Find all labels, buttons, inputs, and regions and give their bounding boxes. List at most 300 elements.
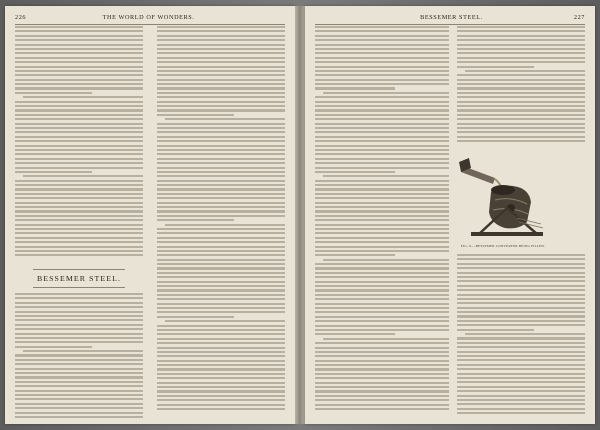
text-line bbox=[315, 281, 449, 283]
text-line bbox=[15, 136, 143, 138]
text-line bbox=[157, 167, 285, 169]
text-line bbox=[157, 197, 285, 199]
text-line bbox=[457, 307, 585, 309]
text-line bbox=[315, 364, 449, 366]
text-line bbox=[457, 52, 585, 54]
text-line bbox=[157, 382, 285, 384]
text-line bbox=[315, 386, 449, 388]
text-line bbox=[15, 376, 143, 378]
text-line bbox=[157, 92, 285, 94]
text-line bbox=[15, 385, 143, 387]
text-line bbox=[457, 368, 585, 370]
text-line bbox=[157, 153, 285, 155]
text-line bbox=[465, 70, 585, 72]
text-line bbox=[157, 307, 285, 309]
text-line bbox=[157, 48, 285, 50]
text-line bbox=[457, 412, 585, 414]
text-line bbox=[15, 131, 143, 133]
text-line bbox=[315, 382, 449, 384]
text-line bbox=[457, 258, 585, 260]
text-line bbox=[457, 403, 585, 405]
text-line bbox=[15, 372, 143, 374]
text-line bbox=[457, 355, 585, 357]
text-line bbox=[15, 30, 143, 32]
text-line bbox=[315, 171, 395, 173]
text-line bbox=[15, 61, 143, 63]
text-line bbox=[315, 408, 449, 410]
text-line bbox=[315, 188, 449, 190]
text-line bbox=[15, 48, 143, 50]
text-line bbox=[157, 109, 285, 111]
text-line bbox=[315, 263, 449, 265]
text-line bbox=[315, 48, 449, 50]
text-line bbox=[315, 224, 449, 226]
text-line bbox=[15, 328, 143, 330]
text-line bbox=[457, 44, 585, 46]
text-line bbox=[15, 79, 143, 81]
section-rule-bottom bbox=[33, 287, 125, 288]
text-line bbox=[157, 325, 285, 327]
text-line bbox=[15, 346, 92, 348]
text-line bbox=[457, 26, 585, 28]
text-line bbox=[157, 364, 285, 366]
text-line bbox=[457, 377, 585, 379]
text-line bbox=[315, 184, 449, 186]
text-line bbox=[157, 188, 285, 190]
text-line bbox=[315, 294, 449, 296]
text-line bbox=[157, 228, 285, 230]
text-line bbox=[157, 316, 234, 318]
text-line bbox=[15, 149, 143, 151]
text-line bbox=[15, 158, 143, 160]
right-column-2-lower bbox=[457, 254, 585, 416]
section-title: BESSEMER STEEL. bbox=[36, 274, 122, 283]
text-line bbox=[315, 79, 449, 81]
text-line bbox=[15, 333, 143, 335]
text-line bbox=[15, 180, 143, 182]
text-line bbox=[157, 254, 285, 256]
text-line bbox=[457, 96, 585, 98]
text-line bbox=[315, 232, 449, 234]
text-line bbox=[15, 153, 143, 155]
text-line bbox=[15, 368, 143, 370]
text-line bbox=[315, 355, 449, 357]
text-line bbox=[157, 285, 285, 287]
text-line bbox=[315, 399, 449, 401]
text-line bbox=[15, 87, 143, 89]
text-line bbox=[315, 39, 449, 41]
text-line bbox=[15, 83, 143, 85]
text-line bbox=[315, 219, 449, 221]
text-line bbox=[315, 96, 449, 98]
text-line bbox=[315, 70, 449, 72]
text-line bbox=[15, 197, 143, 199]
text-line bbox=[157, 96, 285, 98]
text-line bbox=[315, 109, 449, 111]
text-line bbox=[457, 87, 585, 89]
text-line bbox=[457, 346, 585, 348]
text-line bbox=[315, 153, 449, 155]
text-line bbox=[157, 399, 285, 401]
text-line bbox=[15, 52, 143, 54]
left-column-1-lower bbox=[15, 293, 143, 420]
text-line bbox=[157, 202, 285, 204]
text-line bbox=[315, 206, 449, 208]
text-line bbox=[315, 311, 449, 313]
text-line bbox=[315, 237, 449, 239]
text-line bbox=[157, 298, 285, 300]
text-line bbox=[157, 158, 285, 160]
text-line bbox=[457, 74, 585, 76]
text-line bbox=[15, 92, 92, 94]
text-line bbox=[315, 377, 449, 379]
left-column-1 bbox=[15, 26, 143, 259]
text-line bbox=[157, 267, 285, 269]
text-line bbox=[15, 224, 143, 226]
text-line bbox=[457, 408, 585, 410]
text-line bbox=[315, 347, 449, 349]
text-line bbox=[315, 390, 449, 392]
text-line bbox=[157, 294, 285, 296]
text-line bbox=[457, 109, 585, 111]
text-line bbox=[157, 338, 285, 340]
text-line bbox=[457, 267, 585, 269]
text-line bbox=[457, 298, 585, 300]
text-line bbox=[457, 35, 585, 37]
text-line bbox=[165, 320, 285, 322]
text-line bbox=[157, 39, 285, 41]
text-line bbox=[15, 302, 143, 304]
text-line bbox=[157, 30, 285, 32]
text-line bbox=[315, 158, 449, 160]
text-line bbox=[157, 263, 285, 265]
book-gutter bbox=[295, 6, 305, 424]
text-line bbox=[165, 118, 285, 120]
text-line bbox=[315, 101, 449, 103]
text-line bbox=[457, 285, 585, 287]
text-line bbox=[457, 381, 585, 383]
left-column-2 bbox=[157, 26, 285, 412]
text-line bbox=[157, 145, 285, 147]
text-line bbox=[315, 136, 449, 138]
text-line bbox=[157, 272, 285, 274]
text-line bbox=[15, 167, 143, 169]
text-line bbox=[457, 30, 585, 32]
text-line bbox=[23, 175, 143, 177]
text-line bbox=[15, 127, 143, 129]
text-line bbox=[15, 381, 143, 383]
text-line bbox=[23, 96, 143, 98]
text-line bbox=[457, 373, 585, 375]
text-line bbox=[157, 250, 285, 252]
text-line bbox=[15, 57, 143, 59]
text-line bbox=[457, 131, 585, 133]
text-line bbox=[323, 175, 449, 177]
text-line bbox=[15, 219, 143, 221]
text-line bbox=[457, 337, 585, 339]
text-line bbox=[157, 52, 285, 54]
text-line bbox=[315, 368, 449, 370]
text-line bbox=[15, 359, 143, 361]
text-line bbox=[315, 167, 449, 169]
text-line bbox=[315, 329, 449, 331]
section-rule-top bbox=[33, 269, 125, 270]
text-line bbox=[15, 241, 143, 243]
text-line bbox=[15, 109, 143, 111]
text-line bbox=[457, 79, 585, 81]
text-line bbox=[157, 35, 285, 37]
text-line bbox=[15, 206, 143, 208]
text-line bbox=[157, 66, 285, 68]
text-line bbox=[15, 210, 143, 212]
text-line bbox=[457, 123, 585, 125]
text-line bbox=[457, 48, 585, 50]
text-line bbox=[15, 118, 143, 120]
text-line bbox=[157, 206, 285, 208]
text-line bbox=[15, 319, 143, 321]
right-page bbox=[305, 6, 595, 424]
text-line bbox=[315, 131, 449, 133]
text-line bbox=[15, 390, 143, 392]
text-line bbox=[315, 246, 449, 248]
text-line bbox=[457, 351, 585, 353]
text-line bbox=[157, 87, 285, 89]
text-line bbox=[157, 342, 285, 344]
text-line bbox=[315, 127, 449, 129]
text-line bbox=[457, 61, 585, 63]
text-line bbox=[157, 57, 285, 59]
text-line bbox=[315, 87, 395, 89]
text-line bbox=[457, 294, 585, 296]
text-line bbox=[15, 416, 143, 418]
text-line bbox=[15, 394, 143, 396]
right-running-head: BESSEMER STEEL. bbox=[420, 13, 483, 21]
text-line bbox=[15, 324, 143, 326]
text-line bbox=[15, 202, 143, 204]
text-line bbox=[15, 412, 143, 414]
text-line bbox=[157, 83, 285, 85]
text-line bbox=[323, 338, 449, 340]
text-line bbox=[157, 355, 285, 357]
text-line bbox=[157, 232, 285, 234]
text-line bbox=[457, 315, 585, 317]
text-line bbox=[315, 333, 395, 335]
text-line bbox=[15, 354, 143, 356]
text-line bbox=[457, 114, 585, 116]
text-line bbox=[457, 359, 585, 361]
text-line bbox=[457, 272, 585, 274]
text-line bbox=[157, 360, 285, 362]
text-line bbox=[457, 364, 585, 366]
text-line bbox=[15, 44, 143, 46]
text-line bbox=[457, 140, 585, 142]
left-running-header bbox=[15, 12, 285, 22]
text-line bbox=[457, 302, 585, 304]
text-line bbox=[157, 395, 285, 397]
text-line bbox=[315, 228, 449, 230]
text-line bbox=[315, 74, 449, 76]
text-line bbox=[157, 61, 285, 63]
text-line bbox=[165, 224, 285, 226]
text-line bbox=[157, 368, 285, 370]
text-line bbox=[315, 298, 449, 300]
text-line bbox=[315, 250, 449, 252]
text-line bbox=[157, 180, 285, 182]
text-line bbox=[315, 351, 449, 353]
text-line bbox=[15, 105, 143, 107]
text-line bbox=[157, 351, 285, 353]
text-line bbox=[15, 403, 143, 405]
text-line bbox=[323, 259, 449, 261]
text-line bbox=[315, 320, 449, 322]
text-line bbox=[315, 162, 449, 164]
text-line bbox=[457, 105, 585, 107]
text-line bbox=[315, 105, 449, 107]
text-line bbox=[157, 246, 285, 248]
text-line bbox=[157, 215, 285, 217]
text-line bbox=[15, 193, 143, 195]
text-line bbox=[157, 373, 285, 375]
text-line bbox=[457, 83, 585, 85]
text-line bbox=[315, 123, 449, 125]
text-line bbox=[315, 285, 449, 287]
text-line bbox=[157, 114, 234, 116]
text-line bbox=[315, 114, 449, 116]
text-line bbox=[157, 26, 285, 28]
text-line bbox=[15, 293, 143, 295]
text-line bbox=[457, 311, 585, 313]
text-line bbox=[457, 399, 585, 401]
text-line bbox=[457, 136, 585, 138]
text-line bbox=[157, 333, 285, 335]
text-line bbox=[315, 267, 449, 269]
text-line bbox=[157, 303, 285, 305]
text-line bbox=[315, 289, 449, 291]
text-line bbox=[315, 342, 449, 344]
text-line bbox=[315, 35, 449, 37]
text-line bbox=[457, 324, 585, 326]
text-line bbox=[157, 140, 285, 142]
text-line bbox=[157, 123, 285, 125]
figure-caption: FIG. 6.—BESSEMER CONVERTER BEING FILLED. bbox=[460, 244, 546, 248]
text-line bbox=[315, 193, 449, 195]
left-running-head: THE WORLD OF WONDERS. bbox=[102, 13, 195, 21]
text-line bbox=[315, 241, 449, 243]
text-line bbox=[323, 92, 449, 94]
text-line bbox=[457, 101, 585, 103]
text-line bbox=[315, 52, 449, 54]
text-line bbox=[157, 127, 285, 129]
text-line bbox=[15, 250, 143, 252]
text-line bbox=[15, 341, 143, 343]
text-line bbox=[315, 307, 449, 309]
text-line bbox=[157, 175, 285, 177]
text-line bbox=[15, 232, 143, 234]
text-line bbox=[15, 407, 143, 409]
text-line bbox=[457, 289, 585, 291]
text-line bbox=[15, 145, 143, 147]
text-line bbox=[15, 26, 143, 28]
text-line bbox=[157, 281, 285, 283]
bessemer-converter-illustration bbox=[457, 148, 549, 240]
text-line bbox=[315, 272, 449, 274]
right-column-2-upper bbox=[457, 26, 585, 145]
text-line bbox=[15, 254, 143, 256]
text-line bbox=[157, 329, 285, 331]
text-line bbox=[457, 263, 585, 265]
text-line bbox=[315, 197, 449, 199]
text-line bbox=[315, 276, 449, 278]
text-line bbox=[15, 398, 143, 400]
text-line bbox=[457, 386, 585, 388]
text-line bbox=[157, 79, 285, 81]
text-line bbox=[15, 39, 143, 41]
text-line bbox=[157, 259, 285, 261]
text-line bbox=[157, 193, 285, 195]
text-line bbox=[315, 360, 449, 362]
text-line bbox=[15, 188, 143, 190]
text-line bbox=[15, 171, 92, 173]
text-line bbox=[315, 373, 449, 375]
text-line bbox=[15, 35, 143, 37]
text-line bbox=[157, 237, 285, 239]
text-line bbox=[157, 347, 285, 349]
text-line bbox=[457, 66, 534, 68]
text-line bbox=[315, 118, 449, 120]
text-line bbox=[157, 136, 285, 138]
text-line bbox=[157, 74, 285, 76]
text-line bbox=[315, 395, 449, 397]
text-line bbox=[15, 228, 143, 230]
text-line bbox=[15, 162, 143, 164]
text-line bbox=[457, 118, 585, 120]
text-line bbox=[157, 390, 285, 392]
text-line bbox=[15, 70, 143, 72]
text-line bbox=[457, 276, 585, 278]
text-line bbox=[315, 61, 449, 63]
text-line bbox=[157, 131, 285, 133]
text-line bbox=[15, 123, 143, 125]
right-column-1 bbox=[315, 26, 449, 412]
text-line bbox=[457, 342, 585, 344]
text-line bbox=[157, 311, 285, 313]
text-line bbox=[15, 246, 143, 248]
text-line bbox=[15, 311, 143, 313]
text-line bbox=[157, 210, 285, 212]
text-line bbox=[315, 140, 449, 142]
text-line bbox=[157, 149, 285, 151]
text-line bbox=[315, 215, 449, 217]
text-line bbox=[157, 289, 285, 291]
text-line bbox=[315, 254, 395, 256]
text-line bbox=[23, 350, 143, 352]
text-line bbox=[157, 101, 285, 103]
text-line bbox=[315, 202, 449, 204]
text-line bbox=[457, 39, 585, 41]
text-line bbox=[315, 83, 449, 85]
text-line bbox=[315, 210, 449, 212]
text-line bbox=[15, 66, 143, 68]
text-line bbox=[157, 276, 285, 278]
text-line bbox=[315, 30, 449, 32]
text-line bbox=[457, 390, 585, 392]
text-line bbox=[157, 386, 285, 388]
text-line bbox=[157, 377, 285, 379]
text-line bbox=[15, 140, 143, 142]
right-page-number: 227 bbox=[573, 13, 585, 21]
text-line bbox=[157, 219, 234, 221]
text-line bbox=[315, 325, 449, 327]
